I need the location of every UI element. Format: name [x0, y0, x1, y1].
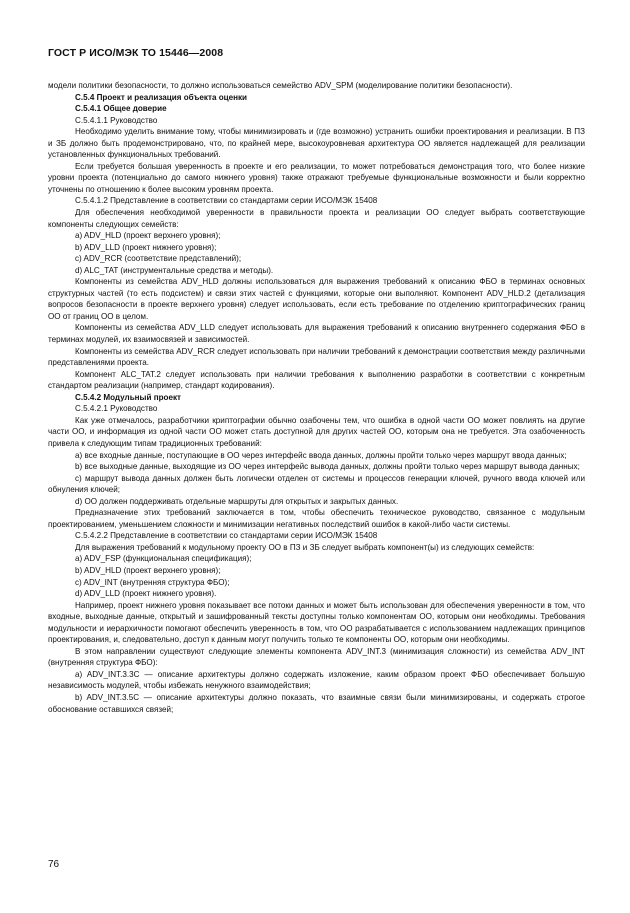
paragraph: Если требуется большая уверенность в проекте и его реализации, то может потребоваться демонстрация того, что более низкие уровни проекта (потенциально до самого нижнего уровня) также отражают требуемые функциональные возможности и были корректно уточнены по отношению к более высоким уровням проекта.: [48, 161, 585, 194]
paragraph: a) ADV_INT.3.3C — описание архитектуры должно содержать изложение, каким образом проект ФБО обеспечивает большую независимость модулей, чтобы избежать ненужного взаимодействия;: [48, 669, 585, 691]
paragraph: В этом направлении существуют следующие элементы компонента ADV_INT.3 (минимизация сложности) из семейства ADV_INT (внутренняя структура ФБО):: [48, 646, 585, 668]
paragraph: b) ADV_LLD (проект нижнего уровня);: [75, 242, 217, 252]
document-header: ГОСТ Р ИСО/МЭК ТО 15446—2008: [48, 47, 224, 59]
paragraph: b) ADV_INT.3.5C — описание архитектуры должно показать, что взаимные связи были минимизированы, и содержать строгое обоснование оставшихся связей;: [48, 692, 585, 714]
section-heading: С.5.4.2 Модульный проект: [75, 392, 181, 402]
paragraph: Необходимо уделить внимание тому, чтобы минимизировать и (где возможно) устранить ошибки проектирования и реализации. В ПЗ и ЗБ должно быть продемонстрировано, что, по крайней мере, высокоуровневая архитектура ОО является надлежащей для реализации установленных функциональных требований.: [48, 127, 585, 160]
paragraph: a) ADV_HLD (проект верхнего уровня);: [75, 231, 221, 241]
paragraph: С.5.4.1.2 Представление в соответствии со стандартами серии ИСО/МЭК 15408: [75, 196, 378, 206]
section-heading: С.5.4.1 Общее доверие: [75, 104, 167, 114]
paragraph: Например, проект нижнего уровня показывает все потоки данных и может быть использован для обеспечения уверенности в том, что входные, выходные данные, открытый и зашифрованный тексты доступны только компонентам ОО, которым они необходимы. Требования модульности и иерархичности помогают обеспечить уверенность в том, что ОО разрабатывается с использованием надлежащих принципов проектирования, и, следовательно, доступ к данным могут получить только те компоненты ОО, которым они необходимы.: [48, 600, 585, 645]
paragraph: c) маршрут вывода данных должен быть логически отделен от системы и процессов генерации ключей, ручного ввода ключей или обнуления ключей;: [48, 473, 585, 495]
paragraph: Компонент ALC_TAT.2 следует использовать при наличии требования к выполнению разработки в соответствии с конкретным стандартом реализации (например, стандарт кодирования).: [48, 369, 585, 391]
section-heading: С.5.4 Проект и реализация объекта оценки: [75, 92, 248, 102]
paragraph: Компоненты из семейства ADV_LLD следует использовать для выражения требований к описанию внутреннего содержания ФБО в терминах модулей, их взаимосвязей и зависимостей.: [48, 323, 585, 345]
paragraph: С.5.4.2.2 Представление в соответствии со стандартами серии ИСО/МЭК 15408: [75, 531, 378, 541]
paragraph: d) ALC_TAT (инструментальные средства и методы).: [75, 265, 274, 275]
page-number: 76: [48, 859, 60, 870]
paragraph: С.5.4.2.1 Руководство: [75, 404, 158, 414]
paragraph: c) ADV_RCR (соответствие представлений);: [75, 254, 242, 264]
paragraph: d) ADV_LLD (проект нижнего уровня).: [75, 589, 217, 599]
paragraph: Компоненты из семейства ADV_HLD должны использоваться для выражения требований к описанию ФБО в терминах основных структурных частей (то есть подсистем) и связи этих частей с функциями, которые они выполняют. Компонент ADV_HLD.2 (детализация вопросов безопасности в проекте верхнего уровня) следует использовать, если есть требование по отделению криптографических границ ОО от границ ОО в целом.: [48, 277, 585, 321]
paragraph: Компоненты из семейства ADV_RCR следует использовать при наличии требований к демонстрации соответствия между различными представлениями проекта.: [48, 346, 585, 368]
paragraph: Для обеспечения необходимой уверенности в правильности проекта и реализации ОО следует выбрать соответствующие компоненты следующих семейств:: [48, 208, 585, 229]
paragraph: b) все выходные данные, выходящие из ОО через интерфейс вывода данных, должны пройти только через маршрут вывода данных;: [75, 462, 580, 472]
paragraph: Как уже отмечалось, разработчики криптографии обычно озабочены тем, что ошибка в одной части ОО может повлиять на другие части ОО, и информация из одной части ОО может стать доступной для других частей ОО, которым она не требуется. Эта озабоченность привела к следующим типам традиционных требований:: [48, 415, 585, 448]
paragraph: c) ADV_INT (внутренняя структура ФБО);: [75, 577, 230, 587]
paragraph: Предназначение этих требований заключается в том, чтобы обеспечить техническое руководство, связанное с модульным проектированием, уменьшением сложности и минимизации негативных последствий ошибок в какой-либо части системы.: [48, 508, 585, 529]
document-body: [48, 80, 585, 715]
paragraph: a) ADV_FSP (функциональная спецификация);: [75, 554, 252, 564]
paragraph: b) ADV_HLD (проект верхнего уровня);: [75, 565, 221, 575]
paragraph: d) ОО должен поддерживать отдельные маршруты для открытых и закрытых данных.: [75, 496, 399, 506]
paragraph: С.5.4.1.1 Руководство: [75, 115, 158, 125]
paragraph: модели политики безопасности, то должно использоваться семейство ADV_SPM (моделирование политики безопасности).: [48, 81, 513, 90]
paragraph: a) все входные данные, поступающие в ОО через интерфейс ввода данных, должны пройти только через маршрут ввода данных;: [75, 450, 567, 460]
paragraph: Для выражения требований к модульному проекту ОО в ПЗ и ЗБ следует выбрать компонент(ы) из следующих семейств:: [75, 542, 535, 552]
